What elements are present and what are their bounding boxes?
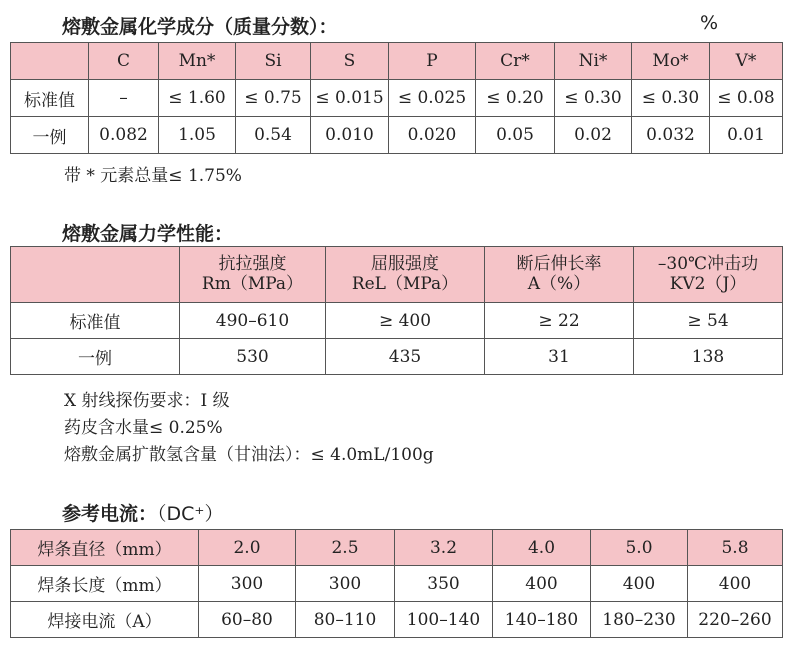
table-cell: 400 bbox=[688, 566, 783, 602]
table-cell: 2.0 bbox=[199, 530, 296, 566]
table-cell: 0.020 bbox=[389, 117, 476, 154]
header-cell bbox=[11, 43, 89, 80]
table-cell: ≥ 54 bbox=[634, 303, 783, 339]
table-cell: 0.032 bbox=[632, 117, 710, 154]
table-cell: 0.05 bbox=[476, 117, 555, 154]
current-header-row bbox=[11, 530, 783, 566]
header-line2: KV2（J） bbox=[669, 273, 747, 294]
mechanical-note: X 射线探伤要求：I 级 bbox=[64, 391, 230, 411]
table-cell: 3.2 bbox=[395, 530, 493, 566]
table-cell: 300 bbox=[296, 566, 395, 602]
table-cell: 0.010 bbox=[311, 117, 389, 154]
current-title bbox=[62, 499, 223, 526]
table-cell: 4.0 bbox=[493, 530, 591, 566]
mechanical-note: 药皮含水量≤ 0.25% bbox=[64, 418, 223, 438]
table-cell: 138 bbox=[634, 339, 783, 375]
table-cell: 0.54 bbox=[236, 117, 311, 154]
table-cell: 435 bbox=[326, 339, 485, 375]
header-cell bbox=[485, 247, 634, 303]
chemical-title bbox=[62, 12, 338, 39]
header-line1: 抗拉强度 bbox=[218, 253, 287, 274]
row-label: 焊条直径（mm） bbox=[11, 530, 199, 566]
table-cell: 2.5 bbox=[296, 530, 395, 566]
row-label: 标准值 bbox=[11, 80, 89, 117]
table-cell: 180–230 bbox=[591, 602, 688, 638]
row-label: 焊接电流（A） bbox=[11, 602, 199, 638]
table-cell: ≤ 1.60 bbox=[159, 80, 236, 117]
chemical-composition-table bbox=[10, 42, 783, 154]
table-cell: 530 bbox=[180, 339, 326, 375]
mechanical-properties-table bbox=[10, 246, 783, 375]
table-cell: 400 bbox=[493, 566, 591, 602]
table-row bbox=[11, 80, 783, 117]
reference-current-table bbox=[10, 529, 783, 638]
table-cell: 100–140 bbox=[395, 602, 493, 638]
header-line2: ReL（MPa） bbox=[351, 273, 459, 294]
chemical-header-row bbox=[11, 43, 783, 80]
header-cell: Cr* bbox=[476, 43, 555, 80]
mechanical-title: 熔敷金属力学性能： bbox=[62, 223, 234, 245]
table-cell: 80–110 bbox=[296, 602, 395, 638]
header-cell: P bbox=[389, 43, 476, 80]
table-cell: ≤ 0.75 bbox=[236, 80, 311, 117]
table-cell: 350 bbox=[395, 566, 493, 602]
table-cell: 5.8 bbox=[688, 530, 783, 566]
current-title-text: 参考电流： bbox=[62, 503, 158, 525]
table-row bbox=[11, 117, 783, 154]
table-cell: 5.0 bbox=[591, 530, 688, 566]
header-cell bbox=[180, 247, 326, 303]
table-cell: ≥ 400 bbox=[326, 303, 485, 339]
table-cell: 31 bbox=[485, 339, 634, 375]
table-row bbox=[11, 303, 783, 339]
table-cell: – bbox=[89, 80, 159, 117]
header-cell: Mo* bbox=[632, 43, 710, 80]
row-label: 一例 bbox=[11, 339, 180, 375]
table-cell: ≤ 0.08 bbox=[710, 80, 783, 117]
table-cell: ≤ 0.30 bbox=[555, 80, 632, 117]
header-line1: 屈服强度 bbox=[371, 253, 439, 274]
table-cell: 0.01 bbox=[710, 117, 783, 154]
table-cell: 0.02 bbox=[555, 117, 632, 154]
table-cell: ≤ 0.015 bbox=[311, 80, 389, 117]
header-line2: Rm（MPa） bbox=[201, 273, 304, 294]
header-line1: 断后伸长率 bbox=[516, 253, 602, 274]
table-cell: 220–260 bbox=[688, 602, 783, 638]
header-cell: S bbox=[311, 43, 389, 80]
header-cell: C bbox=[89, 43, 159, 80]
header-cell bbox=[634, 247, 783, 303]
header-line2: A（%） bbox=[527, 273, 591, 294]
current-title-suffix: （DC⁺） bbox=[157, 503, 224, 525]
table-cell: 0.082 bbox=[89, 117, 159, 154]
header-cell: Ni* bbox=[555, 43, 632, 80]
chemical-note: 带 * 元素总量≤ 1.75% bbox=[64, 166, 242, 186]
chemical-title-text: 熔敷金属化学成分（质量分数）： bbox=[62, 16, 338, 38]
table-cell: ≤ 0.30 bbox=[632, 80, 710, 117]
table-row bbox=[11, 566, 783, 602]
table-row bbox=[11, 602, 783, 638]
table-cell: 300 bbox=[199, 566, 296, 602]
table-cell: ≤ 0.20 bbox=[476, 80, 555, 117]
row-label: 标准值 bbox=[11, 303, 180, 339]
table-cell: 60–80 bbox=[199, 602, 296, 638]
table-cell: 400 bbox=[591, 566, 688, 602]
row-label: 一例 bbox=[11, 117, 89, 154]
mechanical-note: 熔敷金属扩散氢含量（甘油法）：≤ 4.0mL/100g bbox=[64, 445, 434, 465]
header-cell: Si bbox=[236, 43, 311, 80]
header-cell-empty bbox=[11, 247, 180, 303]
header-cell bbox=[326, 247, 485, 303]
table-cell: 140–180 bbox=[493, 602, 591, 638]
header-cell: Mn* bbox=[159, 43, 236, 80]
header-cell: V* bbox=[710, 43, 783, 80]
table-cell: 490–610 bbox=[180, 303, 326, 339]
header-line1: –30℃冲击功 bbox=[657, 253, 759, 274]
table-cell: 1.05 bbox=[159, 117, 236, 154]
table-cell: ≤ 0.025 bbox=[389, 80, 476, 117]
chemical-unit: % bbox=[700, 12, 719, 34]
row-label: 焊条长度（mm） bbox=[11, 566, 199, 602]
table-row bbox=[11, 339, 783, 375]
mechanical-header-row bbox=[11, 247, 783, 303]
table-cell: ≥ 22 bbox=[485, 303, 634, 339]
